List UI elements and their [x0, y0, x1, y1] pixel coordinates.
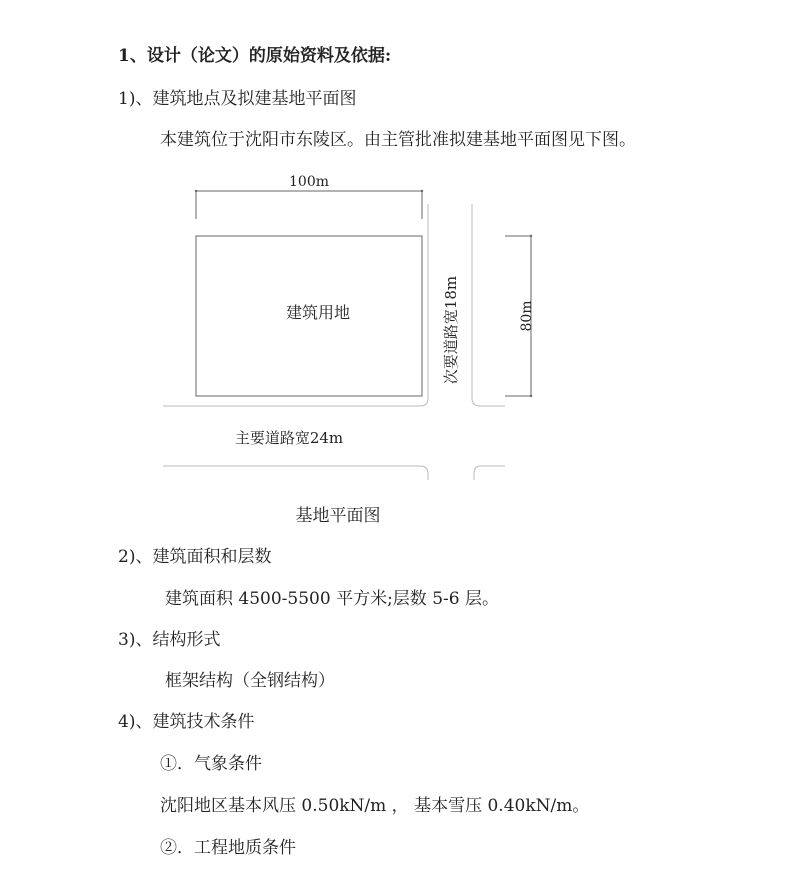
main-road-south-edge [163, 466, 428, 480]
item-2-heading: 2)、建筑面积和层数 [118, 547, 272, 567]
item-1-body: 本建筑位于沈阳市东陵区。由主管批准拟建基地平面图见下图。 [160, 130, 636, 150]
item-1-heading: 1)、建筑地点及拟建基地平面图 [118, 89, 357, 109]
item-4-heading: 4)、建筑技术条件 [118, 712, 255, 732]
climate-body: 沈阳地区基本风压 0.50kN/m ， 基本雪压 0.40kN/m。 [160, 796, 590, 816]
height-label: 80m [519, 300, 535, 332]
secondary-road-east-bottom [474, 466, 505, 480]
secondary-road-east-edge [472, 204, 505, 406]
section-title: 1、设计（论文）的原始资料及依据: [118, 46, 392, 66]
item-3-heading: 3)、结构形式 [118, 630, 221, 650]
item-3-body: 框架结构（全钢结构） [165, 671, 335, 691]
geology-title: ②．工程地质条件 [160, 838, 296, 858]
climate-title: ①．气象条件 [160, 754, 262, 774]
site-label: 建筑用地 [285, 303, 351, 322]
item-2-body: 建筑面积 4500-5500 平方米;层数 5-6 层。 [165, 589, 499, 609]
plan-caption: 基地平面图 [295, 506, 381, 526]
width-label: 100m [289, 174, 329, 190]
main-road-label: 主要道路宽24m [234, 429, 344, 447]
secondary-road-label: 次要道路宽18m [442, 275, 460, 385]
width-dimension [195, 190, 423, 219]
